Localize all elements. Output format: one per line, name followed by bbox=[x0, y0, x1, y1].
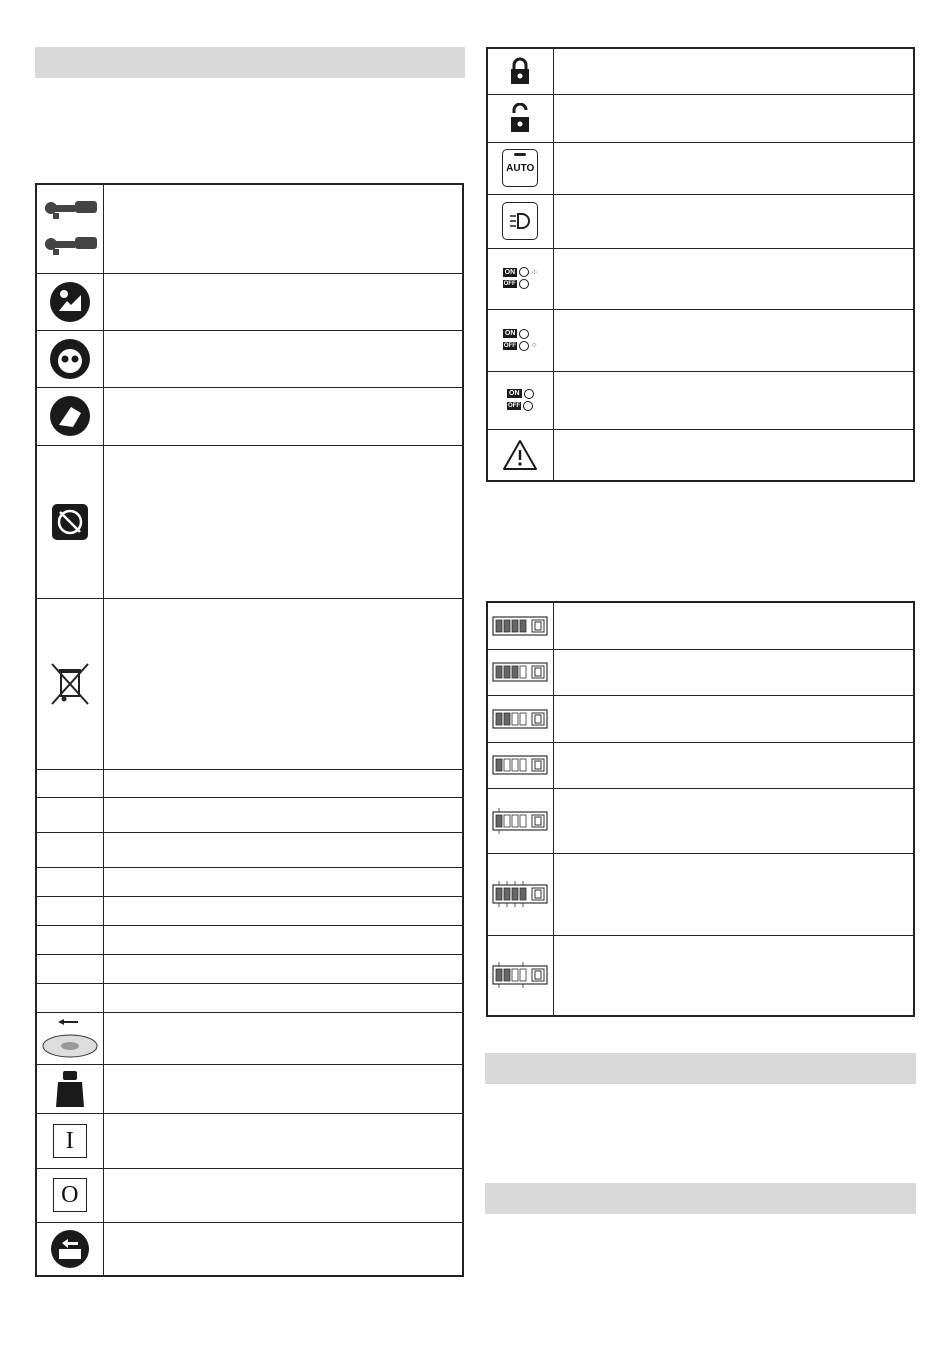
battery-segment bbox=[520, 969, 526, 981]
battery-segment bbox=[496, 666, 502, 678]
battery-1-bar-icon bbox=[492, 755, 548, 775]
eye-protection-icon bbox=[36, 330, 103, 387]
battery-segment bbox=[504, 759, 510, 771]
battery-segment bbox=[520, 713, 526, 725]
battery-cell-inner bbox=[535, 761, 541, 769]
battery-segment bbox=[520, 759, 526, 771]
battery-segment bbox=[512, 713, 518, 725]
remove-battery-icon bbox=[36, 1222, 103, 1276]
battery-segment bbox=[512, 888, 518, 900]
battery-segment bbox=[496, 759, 502, 771]
table-row bbox=[487, 788, 914, 853]
table-row bbox=[36, 1168, 463, 1222]
battery-3-bars-icon bbox=[492, 662, 548, 682]
table-row bbox=[36, 954, 463, 983]
section-header-band bbox=[485, 1053, 916, 1084]
off-label: OFF bbox=[503, 342, 516, 349]
table-row bbox=[36, 1012, 463, 1064]
table-row bbox=[36, 867, 463, 896]
section-header-band bbox=[35, 47, 465, 78]
table-row bbox=[487, 429, 914, 481]
battery-segment bbox=[520, 666, 526, 678]
battery-segment bbox=[520, 620, 526, 632]
battery-cell-inner bbox=[535, 622, 541, 630]
battery-cell-inner bbox=[535, 668, 541, 676]
table-row bbox=[36, 330, 463, 387]
table-row bbox=[36, 797, 463, 832]
section-header-band bbox=[485, 1183, 916, 1214]
on-off-led-steady-icon bbox=[487, 371, 553, 429]
table-row bbox=[487, 935, 914, 1016]
off-label: OFF bbox=[508, 402, 520, 409]
symbols-table bbox=[35, 183, 464, 1277]
switch-off-O-icon bbox=[36, 1168, 103, 1222]
on-label: ON bbox=[509, 390, 520, 397]
table-row bbox=[487, 94, 914, 142]
on-label: ON bbox=[504, 268, 516, 276]
table-row bbox=[487, 142, 914, 194]
table-row bbox=[487, 194, 914, 248]
battery-2-bars-icon bbox=[492, 709, 548, 729]
battery-4-bars-icon bbox=[492, 616, 548, 636]
table-row bbox=[487, 602, 914, 649]
lock-closed-icon bbox=[487, 48, 553, 94]
battery-bars-1-and-4-blinking-icon bbox=[492, 960, 548, 990]
table-row bbox=[36, 445, 463, 598]
battery-segment bbox=[504, 666, 510, 678]
battery-segment bbox=[496, 888, 502, 900]
battery-segment bbox=[512, 815, 518, 827]
warning-triangle-icon bbox=[487, 429, 553, 481]
weee-crossed-bin-icon bbox=[36, 598, 103, 769]
off-label: OFF bbox=[503, 281, 516, 287]
on-off-led-flash-bottom-icon: ON OFF ⁘ bbox=[487, 309, 553, 371]
auto-mode-icon bbox=[487, 142, 553, 194]
table-row bbox=[36, 983, 463, 1012]
battery-segment bbox=[504, 969, 510, 981]
battery-indicator-table bbox=[486, 601, 915, 1017]
table-row bbox=[36, 1222, 463, 1276]
table-row bbox=[487, 371, 914, 429]
auto-label: AUTO bbox=[506, 163, 535, 174]
switch-off-glyph: O bbox=[53, 1178, 87, 1212]
battery-segment bbox=[504, 713, 510, 725]
table-row bbox=[36, 1113, 463, 1168]
table-row bbox=[487, 48, 914, 94]
angle-grinder-pair-icon bbox=[36, 184, 103, 273]
table-row bbox=[36, 598, 463, 769]
battery-segment bbox=[520, 888, 526, 900]
table-row bbox=[36, 769, 463, 797]
battery-segment bbox=[512, 620, 518, 632]
battery-segment bbox=[496, 815, 502, 827]
battery-segment bbox=[504, 888, 510, 900]
battery-all-bars-blinking-icon bbox=[492, 879, 548, 909]
battery-cell-inner bbox=[535, 971, 541, 979]
on-off-led-flash-top-icon: ON ⁘ OFF bbox=[487, 248, 553, 309]
work-light-icon bbox=[487, 194, 553, 248]
battery-segment bbox=[504, 815, 510, 827]
table-row bbox=[487, 853, 914, 935]
battery-cell-inner bbox=[535, 817, 541, 825]
battery-segment bbox=[520, 815, 526, 827]
hand-glove-icon bbox=[36, 387, 103, 445]
weight-icon bbox=[36, 1064, 103, 1113]
table-row bbox=[36, 925, 463, 954]
battery-1-bar-blinking-icon bbox=[492, 806, 548, 836]
battery-segment bbox=[496, 620, 502, 632]
switch-on-glyph: I bbox=[53, 1124, 87, 1158]
battery-cell-inner bbox=[535, 715, 541, 723]
table-row bbox=[487, 248, 914, 309]
switch-on-I-icon bbox=[36, 1113, 103, 1168]
battery-segment bbox=[512, 666, 518, 678]
table-row bbox=[487, 649, 914, 695]
battery-segment bbox=[512, 969, 518, 981]
table-row bbox=[36, 387, 463, 445]
battery-segment bbox=[512, 759, 518, 771]
table-row bbox=[36, 832, 463, 867]
lock-open-icon bbox=[487, 94, 553, 142]
table-row bbox=[36, 273, 463, 330]
table-row bbox=[36, 184, 463, 273]
no-damaged-disc-icon bbox=[36, 445, 103, 598]
read-manual-icon bbox=[36, 273, 103, 330]
battery-cell-inner bbox=[535, 890, 541, 898]
mode-symbols-table bbox=[486, 47, 915, 482]
table-row bbox=[487, 695, 914, 742]
table-row bbox=[487, 742, 914, 788]
on-label: ON bbox=[504, 330, 516, 337]
rotation-direction-disc-icon bbox=[36, 1012, 103, 1064]
table-row bbox=[36, 896, 463, 925]
table-row bbox=[36, 1064, 463, 1113]
battery-segment bbox=[496, 713, 502, 725]
battery-segment bbox=[504, 620, 510, 632]
table-row bbox=[487, 309, 914, 371]
battery-segment bbox=[496, 969, 502, 981]
